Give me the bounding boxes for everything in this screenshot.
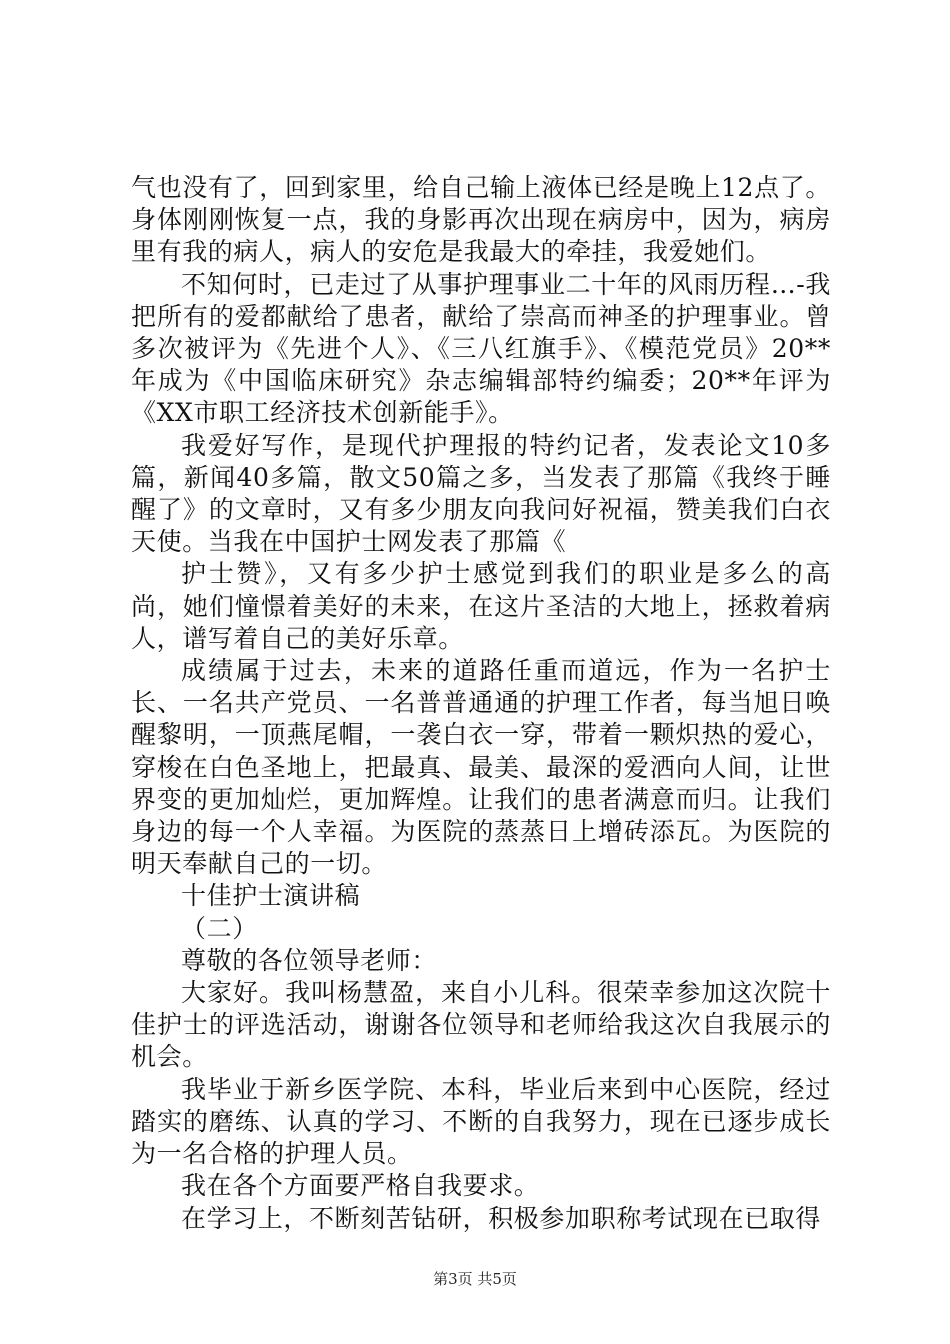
paragraph: 大家好。我叫杨慧盈，来自小儿科。很荣幸参加这次院十佳护士的评选活动，谢谢各位领导和老师给我这次自我展示的机会。 <box>131 978 831 1072</box>
paragraph: 成绩属于过去，未来的道路任重而道远，作为一名护士长、一名共产党员、一名普普通通的护理工作者，每当旭日唤醒黎明，一顶燕尾帽，一袭白衣一穿，带着一颗炽热的爱心，穿梭在白色圣地上，把最真、最美、最深的爱洒向人间，让世界变的更加灿烂，更加辉煌。让我们的患者满意而归。让我们身边的每一个人幸福。为医院的蒸蒸日上增砖添瓦。为医院的明天奉献自己的一切。 <box>131 656 831 879</box>
paragraph: 我毕业于新乡医学院、本科，毕业后来到中心医院，经过踏实的磨练、认真的学习、不断的自我努力，现在已逐步成长为一名合格的护理人员。 <box>131 1074 831 1169</box>
paragraph: 护士赞》，又有多少护士感觉到我们的职业是多么的高尚，她们憧憬着美好的未来，在这片圣洁的大地上，拯救着病人，谱写着自己的美好乐章。 <box>131 559 831 653</box>
salutation: 尊敬的各位领导老师： <box>181 945 438 975</box>
paragraph: 气也没有了，回到家里，给自己输上液体已经是晚上12点了。身体刚刚恢复一点，我的身影再次出现在病房中，因为，病房里有我的病人，病人的安危是我最大的牵挂，我爱她们。 <box>131 173 831 267</box>
paragraph: 在学习上，不断刻苦钻研，积极参加职称考试现在已取得 <box>181 1203 822 1233</box>
document-body <box>131 172 831 1235</box>
speech-title: 十佳护士演讲稿 <box>181 881 361 911</box>
paragraph: 不知何时，已走过了从事护理事业二十年的风雨历程…-我把所有的爱都献给了患者，献给了崇高而神圣的护理事业。曾多次被评为《先进个人》、《三八红旗手》、《模范党员》20**年成为《中国临床研究》杂志编辑部特约编委；20**年评为《XX市职工经济技术创新能手》。 <box>131 269 831 428</box>
page-total: 共5页 <box>477 1270 517 1288</box>
paragraph: 我在各个方面要严格自我要求。 <box>181 1171 540 1201</box>
section-number: （二） <box>181 913 258 943</box>
page-footer <box>0 1268 950 1289</box>
page-number: 第3页 <box>433 1270 473 1288</box>
paragraph: 我爱好写作，是现代护理报的特约记者，发表论文10多篇，新闻40多篇，散文50篇之多，当发表了那篇《我终于睡醒了》的文章时，又有多少朋友向我问好祝福，赞美我们白衣天使。当我在中国护士网发表了那篇《 <box>131 430 831 557</box>
